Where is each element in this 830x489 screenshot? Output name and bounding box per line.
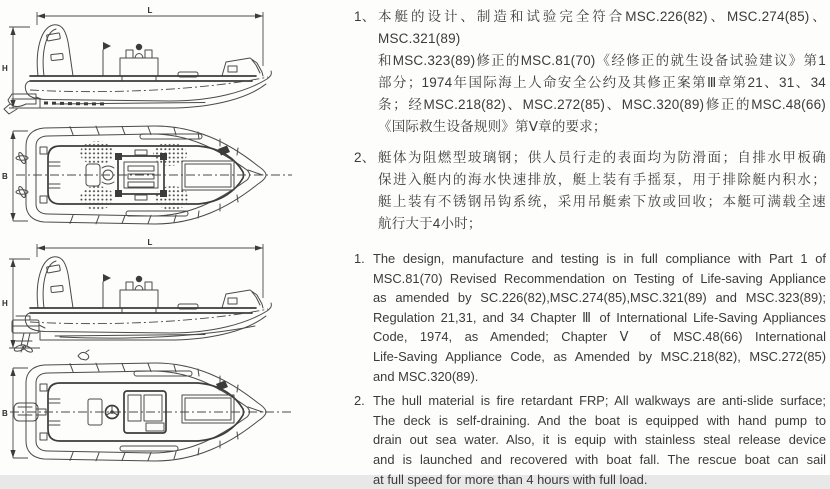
dimension-length [37,238,263,298]
length-dimension-label: L [147,6,153,15]
hull-outline [10,363,292,461]
davit-arch [37,257,73,308]
item-text: The hull material is fire retardant FRP; All walkways are anti-slide surface; The deck is self-draining. And the boat is equipped with hand pump to drain out sea water. Also, it is equip with stainless steal release device and is launched and recovered with boat fall. The rescue boat can sail at full speed for more than 4 hours with full load. [373,393,826,487]
boat-plan-view-diagram [0,114,352,236]
beam-dimension-label: B [2,409,8,418]
spec-item-en-1 [354,249,826,386]
height-dimension-label: H [2,64,8,73]
item-text: 艇体为阻燃型玻璃钢；供人员行走的表面均为防滑面；自排水甲板确 保进入艇内的海水快速排放，艇上装有手摇泵，用于排除艇内积水； 艇上装有不锈钢吊钩系统，采用吊艇索下放或回收；本艇可满载全速 航行大于4小时； [378,150,826,231]
beam-dimension-label: B [2,172,8,181]
stowage-locker [182,395,234,423]
boat-deck-plan-diagram [0,349,352,473]
dimension-beam [2,131,28,221]
dimension-length [37,6,263,66]
height-dimension-label: H [2,299,8,308]
outboard-doodle-icon [78,350,89,360]
bow-fitting [218,146,263,176]
bow-windscreen [222,290,263,308]
bow-windscreen [222,58,263,76]
dimension-beam [2,368,28,458]
length-dimension-label: L [147,238,153,247]
spec-item-cn-1 [354,6,826,138]
hook-pole [103,274,111,308]
spec-item-cn-2 [354,147,826,235]
hull-outline [25,303,271,340]
stowage-locker [182,161,234,190]
diagrams-column [0,0,352,475]
dimension-height [2,27,40,108]
boat-side-view-motor-diagram [0,236,352,354]
hook-pole [103,42,111,76]
item-number: 1. [354,251,365,266]
item-number: 2. [354,393,365,409]
davit-arch [37,25,73,76]
spec-item-en-2 [354,391,826,489]
item-number: 1、 [354,9,376,24]
item-text: The design, manufacture and testing is in full compliance with Part 1 of MSC.81(70) Revised Recommendation on Testing of Life-saving Appliance as amended by SC.226(82),MSC.274(85),MSC.321(89) and MSC.323(89); Regulation 21,31, and 34 Chapter Ⅲ of International Life-Saving Appliances Code, 1974, as Amended; Chapter Ⅴ of MSC.48(66) International Life-Saving Appliance Code, as Amended by MSC.218(82), MSC.272(85) and MSC.320(89). [373,251,826,384]
item-text: 本艇的设计、制造和试验完全符合MSC.226(82)、MSC.274(85)、MSC.321(89) 和MSC.323(89)修正的MSC.81(70)《经修正的就生设备试验建议》第1 部分；1974年国际海上人命安全公约及其修正案第Ⅲ章第21、31、34 条；经MSC.218(82)、MSC.272(85)、MSC.320(89)修正的MSC.48(66) 《国际救生设备规则》第Ⅴ章的要求； [378,9,826,134]
dimension-height [2,259,40,348]
specifications-text [354,6,826,489]
outboard-motor-stowed [4,94,41,114]
hull-outline [25,71,271,108]
boat-side-view-diagram [0,4,352,114]
bow-fitting [216,381,263,413]
item-number: 2、 [354,150,376,165]
